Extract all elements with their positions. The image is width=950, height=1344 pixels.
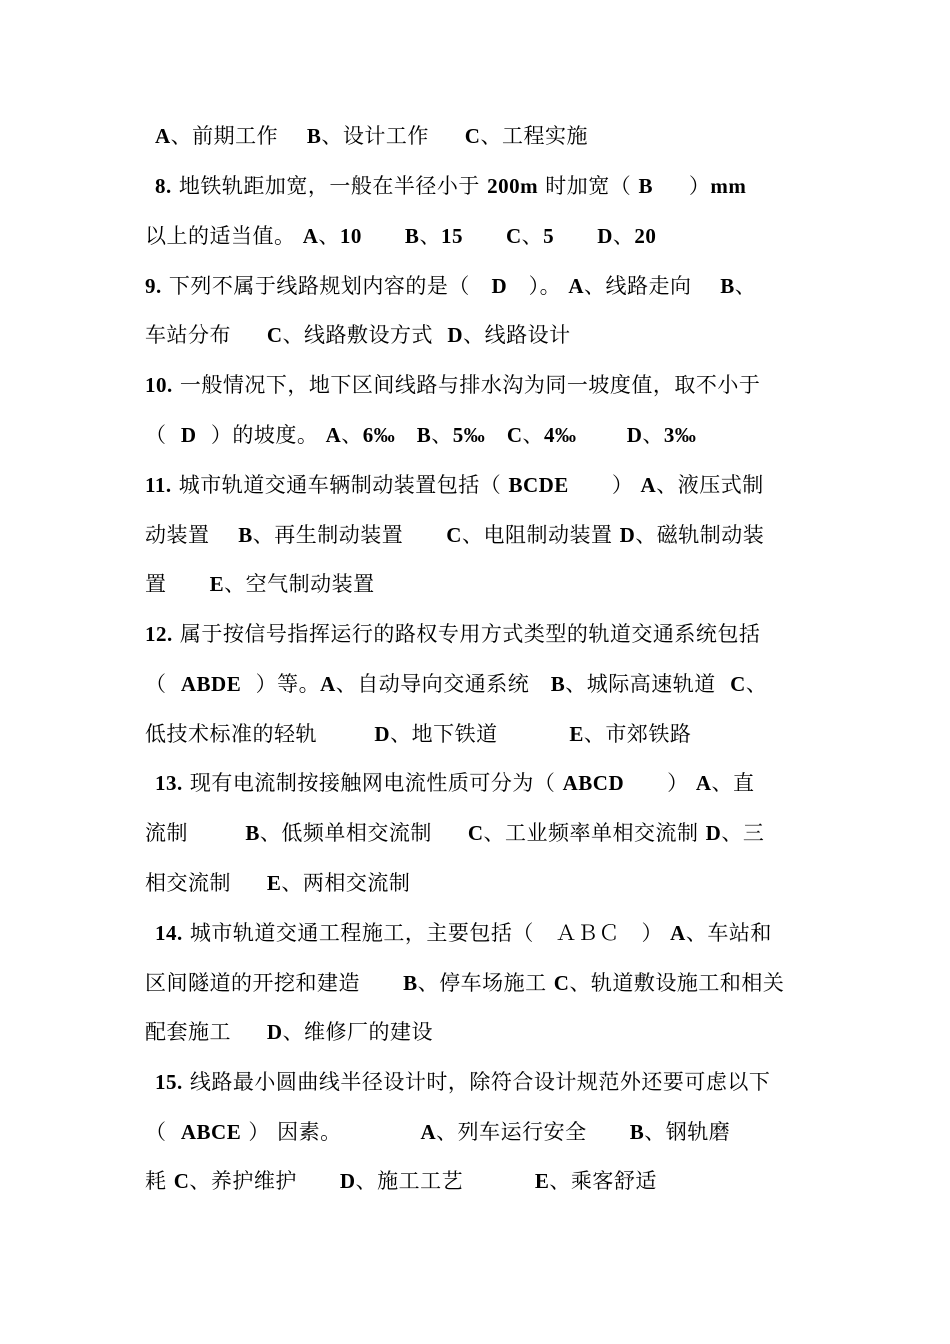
text-segment: 车站分布 [145, 323, 267, 347]
text-segment: 、列车运行安全 [436, 1120, 630, 1144]
text-line [145, 367, 810, 403]
bold-segment: D [597, 224, 613, 248]
text-line [155, 168, 820, 204]
bold-segment: BCDE [508, 473, 569, 497]
bold-segment: 15. [155, 1070, 183, 1094]
bold-segment: E [266, 871, 282, 895]
text-line [145, 965, 810, 1001]
bold-segment: D [266, 1020, 283, 1044]
bold-segment: A [320, 672, 336, 696]
text-line [155, 1064, 820, 1100]
bold-segment: ABCD [562, 771, 625, 795]
text-segment: 流制 [145, 821, 246, 845]
bold-segment: D [339, 1169, 356, 1193]
bold-segment: D [180, 423, 197, 447]
text-segment: 、 [318, 224, 340, 248]
bold-segment: A [325, 423, 342, 447]
text-segment: 动装置 [145, 523, 239, 547]
bold-segment: 9. [145, 274, 162, 298]
bold-segment: B [403, 971, 418, 995]
bold-segment: 15 [440, 224, 463, 248]
text-segment: 、 [341, 423, 363, 447]
text-segment: 配套施工 [145, 1020, 267, 1044]
text-segment: 属于按信号指挥运行的路权专用方式类型的轨道交通系统包括 [172, 622, 761, 646]
text-segment [576, 423, 626, 447]
bold-segment: D [447, 323, 464, 347]
bold-segment: D [491, 274, 508, 298]
text-segment [485, 423, 507, 447]
bold-segment: C [173, 1169, 190, 1193]
text-segment: ） [568, 473, 641, 497]
text-segment: 、液压式制 [656, 473, 764, 497]
bold-segment: D [626, 423, 643, 447]
text-line [145, 815, 810, 851]
text-segment: 、养护维护 [189, 1169, 340, 1193]
bold-segment: C [464, 124, 481, 148]
text-segment: ）等。 [241, 672, 321, 696]
bold-segment: 4‰ [543, 423, 577, 447]
text-segment: ）的坡度。 [196, 423, 326, 447]
text-segment [463, 224, 506, 248]
text-segment: 、磁轨制动装 [635, 523, 765, 547]
text-segment [362, 224, 405, 248]
bold-segment: 14. [155, 921, 183, 945]
text-segment: ） [652, 174, 711, 198]
text-segment: 、 [745, 672, 768, 696]
text-segment: 时加宽（ [538, 174, 639, 198]
bold-segment: B [245, 821, 260, 845]
text-segment: 、线路走向 [584, 274, 721, 298]
text-segment: 、工业频率单相交流制 [483, 821, 706, 845]
text-segment: ） 因素。 [241, 1120, 421, 1144]
bold-segment: mm [710, 174, 747, 198]
bold-segment: A [420, 1120, 437, 1144]
bold-segment: ABDE [180, 672, 242, 696]
bold-segment: C [506, 224, 522, 248]
bold-segment: A [695, 771, 712, 795]
text-segment [395, 423, 417, 447]
bold-segment: B [416, 423, 432, 447]
text-line [145, 865, 810, 901]
bold-segment: C [506, 423, 523, 447]
text-segment: 、再生制动装置 [252, 523, 447, 547]
text-segment: 、低频单相交流制 [259, 821, 468, 845]
bold-segment: A [568, 274, 584, 298]
text-segment: 、停车场施工 [417, 971, 554, 995]
bold-segment: 5‰ [452, 423, 486, 447]
text-segment: 、钢轨磨 [644, 1120, 731, 1144]
text-line [145, 1163, 810, 1199]
text-segment: 、 [642, 423, 664, 447]
text-segment: 、 [522, 423, 544, 447]
text-line [145, 417, 810, 453]
text-segment: 低技术标准的轻轨 [145, 722, 375, 746]
bold-segment: D [619, 523, 636, 547]
text-segment: 、乘客舒适 [549, 1169, 657, 1193]
bold-segment: B [404, 224, 420, 248]
bold-segment: C [730, 672, 746, 696]
text-segment: （ [145, 672, 181, 696]
text-segment: 城市轨道交通工程施工，主要包括（ ＡＢＣ ） [182, 921, 671, 945]
text-segment [554, 224, 597, 248]
bold-segment: 10. [145, 373, 173, 397]
bold-segment: 20 [634, 224, 657, 248]
bold-segment: 12. [145, 622, 173, 646]
text-segment: 、设计工作 [321, 124, 465, 148]
text-segment: （ [145, 1120, 181, 1144]
text-line [145, 1114, 810, 1150]
text-segment: （ [145, 423, 181, 447]
text-line [145, 716, 810, 752]
text-segment: 、工程实施 [480, 124, 588, 148]
text-segment: 、地下铁道 [390, 722, 570, 746]
text-segment: 、维修厂的建设 [282, 1020, 434, 1044]
text-segment: 、 [612, 224, 635, 248]
text-segment: 相交流制 [145, 871, 267, 895]
bold-segment: B [550, 672, 566, 696]
text-segment: 、市郊铁路 [583, 722, 692, 746]
text-segment: 耗 [145, 1169, 174, 1193]
text-line [145, 517, 810, 553]
bold-segment: D [374, 722, 391, 746]
bold-segment: C [266, 323, 283, 347]
bold-segment: 3‰ [663, 423, 697, 447]
text-segment: 地铁轨距加宽，一般在半径小于 [171, 174, 488, 198]
text-segment: ） [624, 771, 696, 795]
text-segment: 置 [145, 572, 210, 596]
text-segment: 、前期工作 [170, 124, 307, 148]
bold-segment: A [155, 124, 171, 148]
text-segment: 、轨道敷设施工和相关 [569, 971, 785, 995]
bold-segment: E [569, 722, 584, 746]
text-segment: 、施工工艺 [355, 1169, 535, 1193]
bold-segment: 8. [155, 174, 172, 198]
bold-segment: A [302, 224, 319, 248]
text-segment: 、线路敷设方式 [282, 323, 448, 347]
text-line [155, 765, 820, 801]
text-segment: 下列不属于线路规划内容的是（ [161, 274, 492, 298]
text-line [145, 666, 810, 702]
text-segment: 、直 [711, 771, 755, 795]
bold-segment: 11. [145, 473, 172, 497]
bold-segment: E [534, 1169, 550, 1193]
bold-segment: A [670, 921, 686, 945]
text-segment: 、城际高速轨道 [565, 672, 731, 696]
text-segment: ）。 [507, 274, 569, 298]
text-segment: 一般情况下，地下区间线路与排水沟为同一坡度值，取不小于 [172, 373, 761, 397]
bold-segment: B [629, 1120, 645, 1144]
text-line [145, 1014, 810, 1050]
bold-segment: B [238, 523, 253, 547]
bold-segment: A [640, 473, 657, 497]
text-segment: 、 [734, 274, 757, 298]
text-line [155, 915, 820, 951]
text-line [145, 566, 810, 602]
text-segment: 、 [431, 423, 453, 447]
text-segment: 、 [419, 224, 441, 248]
bold-segment: 200m [487, 174, 539, 198]
text-segment: 、三 [721, 821, 765, 845]
text-segment: 、线路设计 [463, 323, 571, 347]
text-segment: 、车站和 [685, 921, 772, 945]
bold-segment: C [446, 523, 462, 547]
text-line [145, 616, 810, 652]
text-segment: 、自动导向交通系统 [335, 672, 551, 696]
bold-segment: 13. [155, 771, 183, 795]
bold-segment: C [467, 821, 484, 845]
text-segment: 线路最小圆曲线半径设计时，除符合设计规范外还要可虑以下 [182, 1070, 771, 1094]
text-line [155, 118, 820, 154]
text-line [145, 467, 810, 503]
text-segment: 以上的适当值。 [145, 224, 303, 248]
bold-segment: B [638, 174, 653, 198]
bold-segment: D [705, 821, 722, 845]
text-line [145, 317, 810, 353]
text-segment: 区间隧道的开挖和建造 [145, 971, 404, 995]
bold-segment: B [306, 124, 322, 148]
text-segment: 现有电流制按接触网电流性质可分为（ [182, 771, 563, 795]
bold-segment: 10 [339, 224, 362, 248]
bold-segment: C [553, 971, 570, 995]
text-segment: 、电阻制动装置 [461, 523, 620, 547]
text-segment: 、空气制动装置 [224, 572, 375, 596]
text-segment: 、 [521, 224, 544, 248]
text-segment: 、两相交流制 [281, 871, 411, 895]
text-line [145, 268, 810, 304]
bold-segment: 6‰ [362, 423, 396, 447]
bold-segment: B [720, 274, 735, 298]
text-line [145, 218, 810, 254]
bold-segment: ABCE [180, 1120, 242, 1144]
text-segment: 城市轨道交通车辆制动装置包括（ [171, 473, 509, 497]
bold-segment: 5 [543, 224, 555, 248]
bold-segment: E [209, 572, 225, 596]
